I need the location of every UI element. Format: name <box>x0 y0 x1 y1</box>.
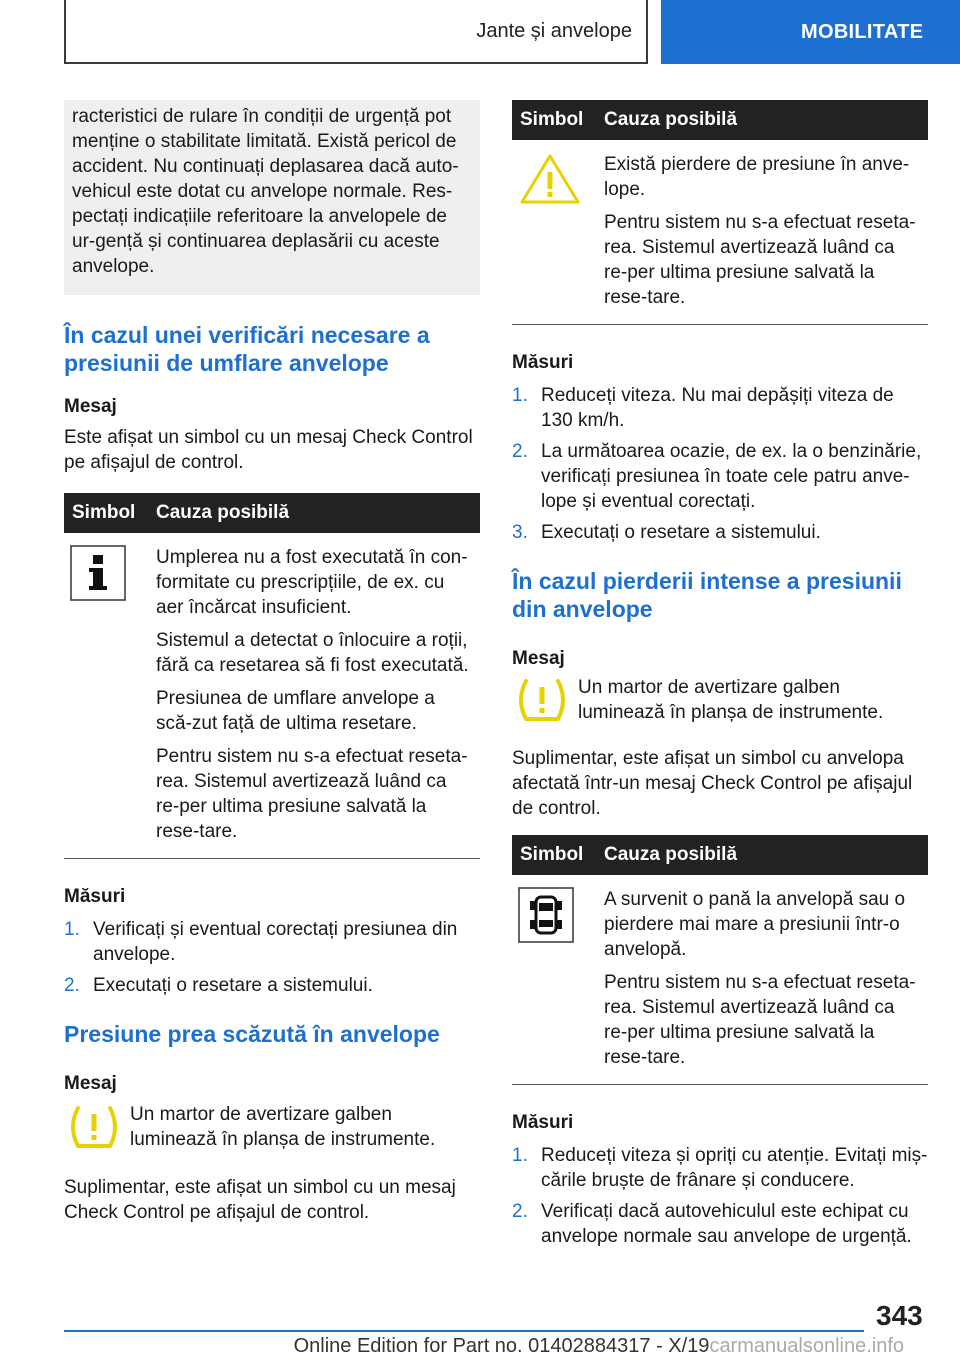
step-number: 3. <box>512 522 528 543</box>
masuri-list <box>512 1143 928 1249</box>
cause-paragraph: Există pierdere de presiune în anve-lope. <box>604 154 910 200</box>
left-column <box>64 100 480 1225</box>
col-cauza-header: Cauza posibilă <box>596 100 928 140</box>
step-text: Verificați și eventual corectați presiunea din anvelope. <box>93 919 458 965</box>
step-number: 2. <box>64 975 80 996</box>
car-tire-alert-icon <box>518 887 574 943</box>
list-item <box>512 383 928 433</box>
footer <box>0 1335 960 1358</box>
step-text: Executați o resetare a sistemului. <box>93 975 373 996</box>
masuri-label: Măsuri <box>512 1112 574 1133</box>
masuri-label: Măsuri <box>512 352 574 373</box>
list-item <box>512 1143 928 1193</box>
cause-paragraph: Umplerea nu a fost executată în con-formitate cu prescripțiile, de ex. cu aer încărcat insuficient. <box>156 547 468 618</box>
cause-cell <box>148 533 480 859</box>
step-number: 1. <box>512 1145 528 1166</box>
col-cauza-header: Cauza posibilă <box>596 835 928 875</box>
step-text: Verificați dacă autovehiculul este echipat cu anvelope normale sau anvelope de urgență. <box>541 1201 912 1247</box>
warning-continuation-box <box>64 100 480 295</box>
warning-text: racteristici de rulare în condiții de urgență pot menține o stabilitate limitată. Există pericol de accident. Nu continuați deplasarea dacă auto-vehicul este dotat cu anvelope normale. Res-pectați indicațiile referitoare la anvelopele de ur-gență și continuarea deplasării cu aceste anvelope. <box>72 106 459 277</box>
symbol-cell <box>64 533 148 859</box>
list-item <box>64 973 480 998</box>
col-simbol-header: Simbol <box>64 493 148 533</box>
section-heading-check-pressure: În cazul unei verificări necesare a presiunii de umflare anvelope <box>64 322 430 376</box>
symbol-table <box>64 493 480 859</box>
cause-cell <box>596 875 928 1085</box>
col-cauza-header: Cauza posibilă <box>148 493 480 533</box>
footer-divider <box>64 1330 864 1332</box>
col-simbol-header: Simbol <box>512 835 596 875</box>
cause-paragraph: A survenit o pană la anvelopă sau o pierdere mai mare a presiunii într-o anvelopă. <box>604 889 906 960</box>
masuri-list <box>64 917 480 998</box>
section-heading-low-pressure: Presiune prea scăzută în anvelope <box>64 1021 440 1047</box>
cause-paragraph: Pentru sistem nu s-a efectuat reseta-rea. Sistemul avertizează luând ca re-per ultima presiune salvată la rese-tare. <box>604 972 916 1068</box>
supplementary-text: Suplimentar, este afișat un simbol cu anvelopa afectată într-un mesaj Check Control pe afișajul de control. <box>512 748 913 819</box>
masuri-list <box>512 383 928 545</box>
header-chapter-tab[interactable] <box>661 0 960 64</box>
col-simbol-header: Simbol <box>512 100 596 140</box>
cause-paragraph: Presiunea de umflare anvelope a scă-zut față de ultima resetare. <box>156 688 435 734</box>
step-number: 2. <box>512 1201 528 1222</box>
symbol-table <box>512 100 928 325</box>
list-item <box>64 917 480 967</box>
step-number: 1. <box>64 919 80 940</box>
tire-pressure-warning-icon <box>64 1102 130 1157</box>
chapter-title: MOBILITATE <box>801 20 924 43</box>
masuri-label: Măsuri <box>64 886 126 907</box>
mesaj-label: Mesaj <box>512 648 565 669</box>
info-icon <box>70 545 126 601</box>
step-number: 1. <box>512 385 528 406</box>
symbol-cell <box>512 140 596 325</box>
symbol-table <box>512 835 928 1085</box>
step-number: 2. <box>512 441 528 462</box>
mesaj-text: Un martor de avertizare galben luminează în planșa de instrumente. <box>578 677 884 723</box>
list-item <box>512 439 928 514</box>
cause-paragraph: Pentru sistem nu s-a efectuat reseta-rea. Sistemul avertizează luând ca re-per ultima presiune salvată la rese-tare. <box>604 212 916 308</box>
step-text: Executați o resetare a sistemului. <box>541 522 821 543</box>
mesaj-text: Este afișat un simbol cu un mesaj Check Control pe afișajul de control. <box>64 427 473 473</box>
step-text: La următoarea ocazie, de ex. la o benzinărie, verificați presiunea în toate cele patru anve-lope și eventual corectați. <box>541 441 922 512</box>
step-text: Reduceți viteza și opriți cu atenție. Evitați miș-cările bruște de frânare și conducere. <box>541 1145 928 1191</box>
section-heading-intense-loss: În cazul pierderii intense a presiunii din anvelope <box>512 568 902 622</box>
list-item <box>512 1199 928 1249</box>
edition-text: Online Edition for Part no. 01402884317 - X/19 <box>293 1335 710 1357</box>
page-number: 343 <box>876 1300 923 1331</box>
mesaj-label: Mesaj <box>64 1073 117 1094</box>
mesaj-text: Un martor de avertizare galben luminează în planșa de instrumente. <box>130 1104 436 1150</box>
list-item <box>512 520 928 545</box>
mesaj-label: Mesaj <box>64 396 117 417</box>
step-text: Reduceți viteza. Nu mai depășiți viteza de 130 km/h. <box>541 385 894 431</box>
supplementary-text: Suplimentar, este afișat un simbol cu un mesaj Check Control pe afișajul de control. <box>64 1177 456 1223</box>
cause-cell <box>596 140 928 325</box>
tire-pressure-warning-icon <box>512 675 578 730</box>
warning-triangle-icon <box>518 152 582 206</box>
right-column <box>512 100 928 1255</box>
mesaj-block <box>512 675 928 730</box>
cause-paragraph: Pentru sistem nu s-a efectuat reseta-rea. Sistemul avertizează luând ca re-per ultima presiune salvată la rese-tare. <box>156 746 468 842</box>
symbol-cell <box>512 875 596 1085</box>
mesaj-block <box>64 1102 480 1157</box>
section-title: Jante și anvelope <box>476 19 632 42</box>
cause-paragraph: Sistemul a detectat o înlocuire a roții, fără ca resetarea să fi fost executată. <box>156 630 469 676</box>
header-section-title <box>64 0 648 64</box>
watermark-text: carmanualsonline.info <box>709 1335 904 1357</box>
